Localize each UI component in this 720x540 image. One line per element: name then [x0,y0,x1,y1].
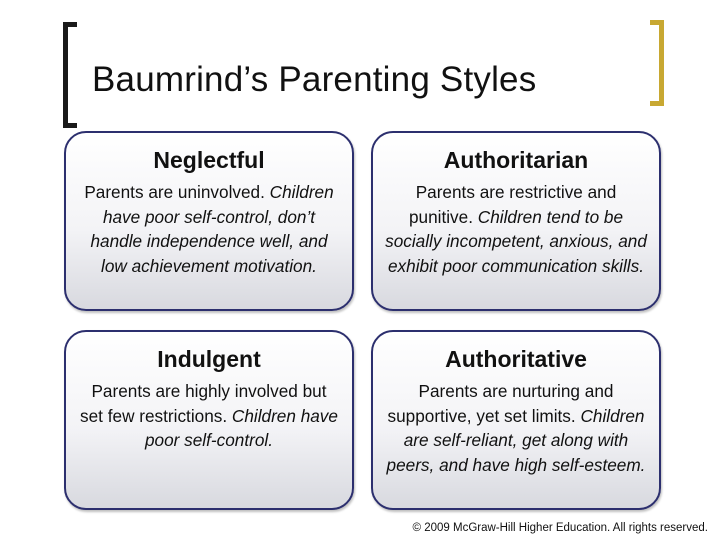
card-lead: Parents are nurturing and supportive, yet set limits. [387,381,614,426]
card-lead: Parents are restrictive and punitive. [408,182,617,227]
card-heading: Authoritarian [443,147,589,173]
slide-title: Baumrind’s Parenting Styles [92,60,537,99]
card-text [78,379,340,453]
card-text [385,180,647,278]
card-heading: Neglectful [153,147,265,173]
left-bracket-decoration [63,22,77,128]
card-body: Children have poor self-control. [144,405,338,450]
card-lead: Parents are highly involved but set few restrictions. [80,381,327,426]
card-heading: Indulgent [157,346,261,372]
card-text [385,379,647,477]
card-body: Children are self-reliant, get along with peers, and have high self-esteem. [386,405,646,475]
right-bracket-decoration [650,20,664,106]
authoritative-card [371,330,661,510]
card-body: Children have poor self-control, don’t handle independence well, and low achievement motivation. [90,182,334,276]
card-body: Children tend to be socially incompetent, anxious, and exhibit poor communication skills. [385,206,647,276]
copyright-notice: © 2009 McGraw-Hill Higher Education. All rights reserved. [412,522,708,534]
authoritarian-card [371,131,661,311]
indulgent-card [64,330,354,510]
card-lead: Parents are uninvolved. [84,182,265,202]
neglectful-card [64,131,354,311]
card-text [78,180,340,278]
card-heading: Authoritative [445,346,587,372]
